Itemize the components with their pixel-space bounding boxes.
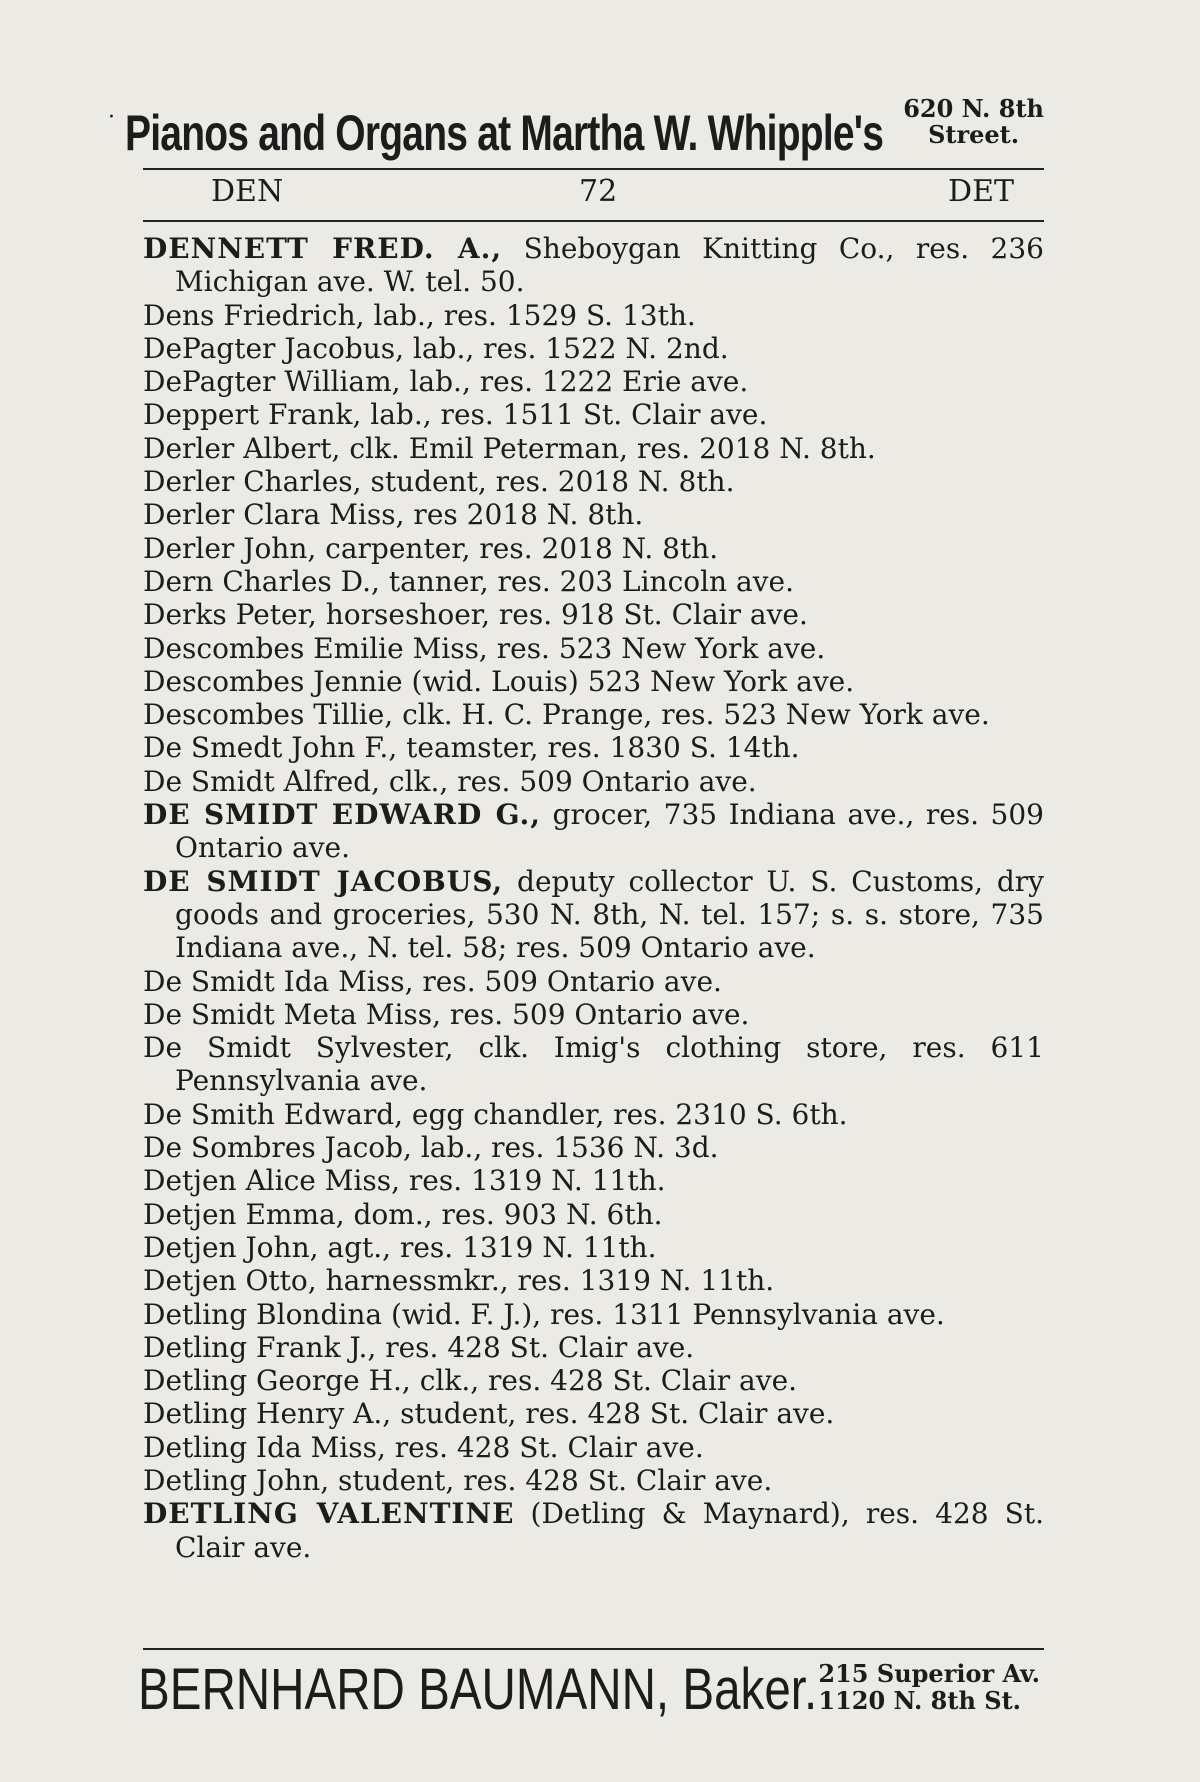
entry-text: De Smidt Alfred, clk., res. 509 Ontario ave. bbox=[143, 764, 757, 798]
directory-entry bbox=[143, 798, 1044, 865]
directory-entry bbox=[143, 598, 1044, 631]
header-ad-address bbox=[903, 96, 1044, 148]
directory-entry bbox=[143, 1364, 1044, 1397]
directory-entry bbox=[143, 632, 1044, 665]
entry-text: Dens Friedrich, lab., res. 1529 S. 13th. bbox=[143, 298, 696, 332]
footer-advertisement bbox=[138, 1657, 1048, 1722]
running-head-left: DEN bbox=[211, 174, 284, 209]
entry-text: Detling Blondina (wid. F. J.), res. 1311 Pennsylvania ave. bbox=[143, 1297, 945, 1331]
directory-entry bbox=[143, 1098, 1044, 1131]
entry-text: Descombes Jennie (wid. Louis) 523 New York ave. bbox=[143, 664, 855, 698]
bullet-mark: · bbox=[108, 105, 115, 130]
entry-text: De Smedt John F., teamster, res. 1830 S. 14th. bbox=[143, 731, 800, 765]
directory-entry bbox=[143, 465, 1044, 498]
footer-ad-address-line1: 215 Superior Av. bbox=[818, 1659, 1040, 1688]
directory-entry bbox=[143, 1264, 1044, 1297]
directory-entry bbox=[143, 1331, 1044, 1364]
running-head bbox=[143, 170, 1044, 214]
directory-entry bbox=[143, 299, 1044, 332]
entry-text: Derler Albert, clk. Emil Peterman, res. 2018 N. 8th. bbox=[143, 431, 876, 465]
page-number: 72 bbox=[579, 174, 618, 209]
entry-text: Sheboygan Knitting Co., res. 236 Michigan ave. W. tel. 50. bbox=[175, 232, 1044, 299]
entry-text: Derks Peter, horseshoer, res. 918 St. Clair ave. bbox=[143, 598, 808, 632]
entry-text: Derler John, carpenter, res. 2018 N. 8th. bbox=[143, 531, 719, 565]
directory-entry bbox=[143, 965, 1044, 998]
entry-text: De Smidt Meta Miss, res. 509 Ontario ave. bbox=[143, 997, 750, 1031]
directory-entry bbox=[143, 765, 1044, 798]
entry-text: De Smidt Ida Miss, res. 509 Ontario ave. bbox=[143, 964, 722, 998]
footer-rule bbox=[143, 1648, 1044, 1650]
directory-entry bbox=[143, 1397, 1044, 1430]
entry-bold-name: DE SMIDT JACOBUS, bbox=[143, 864, 504, 898]
entry-text: Derler Clara Miss, res 2018 N. 8th. bbox=[143, 498, 644, 532]
directory-entry bbox=[143, 998, 1044, 1031]
directory-entry bbox=[143, 1198, 1044, 1231]
directory-entry bbox=[143, 698, 1044, 731]
entry-text: Descombes Tillie, clk. H. C. Prange, res. 523 New York ave. bbox=[143, 698, 990, 732]
entry-text: Derler Charles, student, res. 2018 N. 8th. bbox=[143, 465, 735, 499]
entry-text: De Sombres Jacob, lab., res. 1536 N. 3d. bbox=[143, 1131, 719, 1165]
footer-ad-address bbox=[818, 1660, 1040, 1714]
entry-text: Descombes Emilie Miss, res. 523 New York ave. bbox=[143, 631, 826, 665]
directory-entry bbox=[143, 1464, 1044, 1497]
entry-bold-name: DE SMIDT EDWARD G., bbox=[143, 798, 542, 832]
entry-text: Detjen Emma, dom., res. 903 N. 6th. bbox=[143, 1197, 663, 1231]
directory-entry bbox=[143, 498, 1044, 531]
directory-entry bbox=[143, 865, 1044, 965]
directory-entry bbox=[143, 365, 1044, 398]
directory-entry bbox=[143, 332, 1044, 365]
directory-entry bbox=[143, 232, 1044, 299]
header-ad-address-line2: Street. bbox=[928, 120, 1020, 149]
directory-entry bbox=[143, 565, 1044, 598]
entry-text: Detling Ida Miss, res. 428 St. Clair ave. bbox=[143, 1430, 704, 1464]
entry-text: Detjen Alice Miss, res. 1319 N. 11th. bbox=[143, 1164, 666, 1198]
directory-entry bbox=[143, 1298, 1044, 1331]
entry-text: Detjen Otto, harnessmkr., res. 1319 N. 11th. bbox=[143, 1264, 775, 1298]
directory-entry bbox=[143, 1131, 1044, 1164]
directory-entries bbox=[143, 232, 1044, 1564]
entry-text: Detling George H., clk., res. 428 St. Clair ave. bbox=[143, 1364, 798, 1398]
entry-text: De Smidt Sylvester, clk. Imig's clothing store, res. 611 Pennsylvania ave. bbox=[143, 1031, 1044, 1098]
entry-bold-name: DETLING VALENTINE bbox=[143, 1497, 515, 1531]
directory-entry bbox=[143, 1031, 1044, 1098]
footer-ad-name: BERNHARD BAUMANN, Baker. bbox=[138, 1657, 818, 1722]
directory-entry bbox=[143, 1497, 1044, 1564]
running-head-rule bbox=[143, 220, 1044, 222]
header-ad-address-line1: 620 N. 8th bbox=[903, 94, 1044, 123]
header-ad-text: Pianos and Organs at Martha W. Whipple's bbox=[125, 105, 884, 161]
directory-entry bbox=[143, 731, 1044, 764]
running-head-right: DET bbox=[948, 174, 1014, 209]
directory-entry bbox=[143, 1164, 1044, 1197]
entry-bold-name: DENNETT FRED. A., bbox=[143, 232, 503, 265]
directory-entry bbox=[143, 432, 1044, 465]
entry-text: deputy collector U. S. Customs, dry goods and groceries, 530 N. 8th, N. tel. 157; s. s. store, 735 Indiana ave., N. tel. 58; res. 509 Ontario ave. bbox=[175, 864, 1044, 965]
directory-entry bbox=[143, 532, 1044, 565]
entry-text: Detjen John, agt., res. 1319 N. 11th. bbox=[143, 1230, 657, 1264]
entry-text: De Smith Edward, egg chandler, res. 2310 S. 6th. bbox=[143, 1097, 848, 1131]
entry-text: Detling Henry A., student, res. 428 St. Clair ave. bbox=[143, 1397, 835, 1431]
entry-text: Detling John, student, res. 428 St. Clair ave. bbox=[143, 1463, 773, 1497]
entry-text: grocer, 735 Indiana ave., res. 509 Ontario ave. bbox=[175, 798, 1044, 865]
directory-entry bbox=[143, 1231, 1044, 1264]
entry-text: DePagter Jacobus, lab., res. 1522 N. 2nd. bbox=[143, 331, 729, 365]
entry-text: Detling Frank J., res. 428 St. Clair ave. bbox=[143, 1330, 695, 1364]
header-advertisement bbox=[108, 88, 1048, 161]
directory-entry bbox=[143, 398, 1044, 431]
entry-text: Deppert Frank, lab., res. 1511 St. Clair ave. bbox=[143, 398, 768, 432]
entry-text: DePagter William, lab., res. 1222 Erie ave. bbox=[143, 365, 749, 399]
entry-text: Dern Charles D., tanner, res. 203 Lincoln ave. bbox=[143, 564, 794, 598]
directory-entry bbox=[143, 665, 1044, 698]
entry-text: (Detling & Maynard), res. 428 St. Clair ave. bbox=[175, 1497, 1044, 1564]
footer-ad-address-line2: 1120 N. 8th St. bbox=[818, 1686, 1022, 1715]
directory-entry bbox=[143, 1431, 1044, 1464]
